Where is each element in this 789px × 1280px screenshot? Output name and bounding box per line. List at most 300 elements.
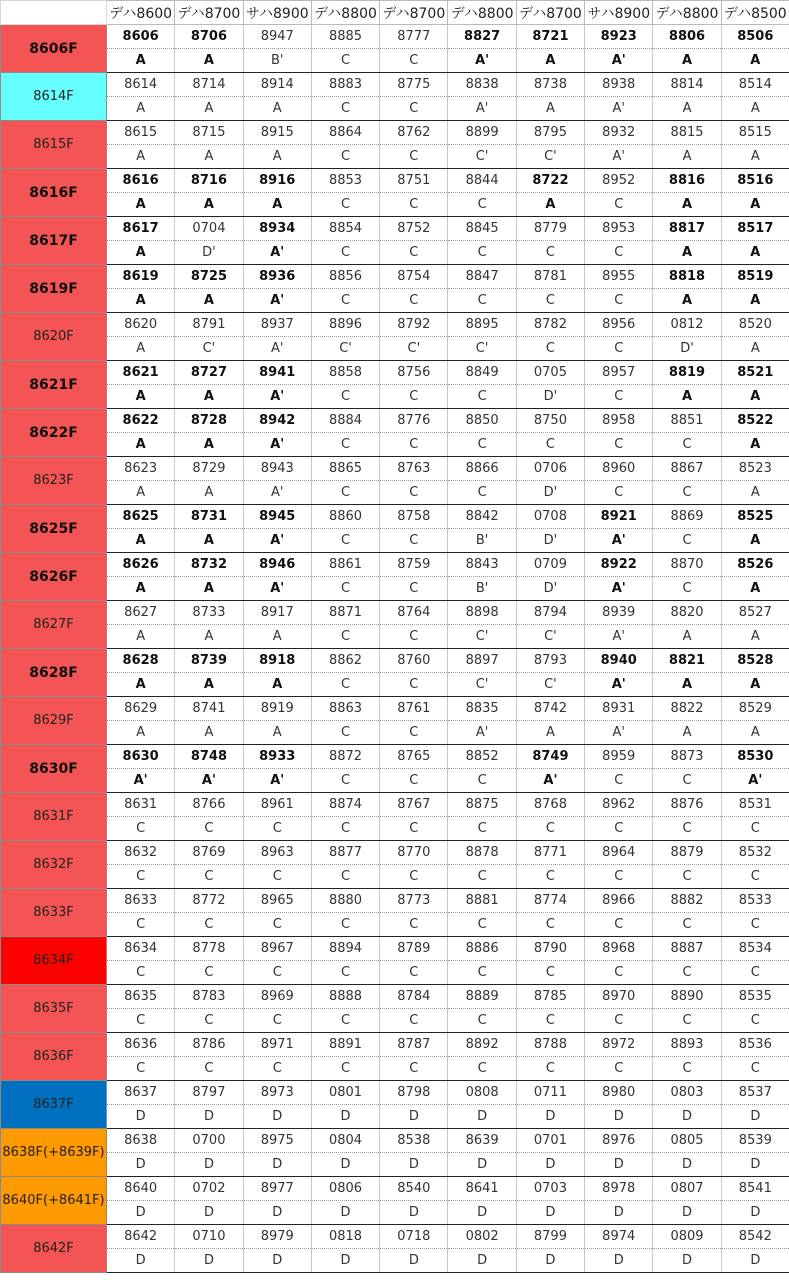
car-number: 8891 [311,1033,379,1057]
car-class: B' [448,529,516,553]
car-number: 8537 [721,1081,789,1105]
car-number: 8790 [516,937,584,961]
car-number: 8532 [721,841,789,865]
table-row-numbers [1,169,789,193]
car-class: C [311,97,379,121]
car-class: A [721,49,789,73]
car-class: C' [311,337,379,361]
table-row-classes [1,481,789,505]
car-number: 0806 [311,1177,379,1201]
car-number: 8873 [653,745,721,769]
car-class: D [585,1105,653,1129]
car-class: C' [448,337,516,361]
car-number: 8617 [107,217,175,241]
car-class: A [516,97,584,121]
formation-name: 8614F [1,73,107,121]
car-number: 8976 [585,1129,653,1153]
car-number: 8760 [380,649,448,673]
car-number: 8865 [311,457,379,481]
car-class: A' [585,577,653,601]
car-number: 8842 [448,505,516,529]
car-class: A [721,337,789,361]
car-number: 8637 [107,1081,175,1105]
car-number: 8897 [448,649,516,673]
car-number: 8883 [311,73,379,97]
car-class: A' [243,481,311,505]
car-number: 8542 [721,1225,789,1249]
car-number: 8793 [516,649,584,673]
car-class: A [107,529,175,553]
car-number: 0801 [311,1081,379,1105]
table-row-classes [1,97,789,121]
formation-name: 8626F [1,553,107,601]
car-number: 8636 [107,1033,175,1057]
table-row-classes [1,769,789,793]
car-number: 8964 [585,841,653,865]
car-number: 8847 [448,265,516,289]
car-class: A [653,145,721,169]
car-class: C [721,1009,789,1033]
car-class: A [653,97,721,121]
car-class: C [311,961,379,985]
car-number: 8858 [311,361,379,385]
table-row-classes [1,1009,789,1033]
car-number: 8863 [311,697,379,721]
car-class: C [448,289,516,313]
car-class: A [175,529,243,553]
car-class: D' [516,481,584,505]
car-number: 8635 [107,985,175,1009]
car-number: 0702 [175,1177,243,1201]
header-car-type: デハ8700 [175,1,243,25]
car-class: C [653,577,721,601]
formation-name: 8631F [1,793,107,841]
car-class: C [721,865,789,889]
car-class: C [516,865,584,889]
car-class: C [311,865,379,889]
car-number: 8529 [721,697,789,721]
car-class: A [107,289,175,313]
car-number: 8827 [448,25,516,49]
formation-name: 8620F [1,313,107,361]
header-car-type: デハ8500 [721,1,789,25]
car-class: C [380,1009,448,1033]
table-row-classes [1,193,789,217]
car-number: 8917 [243,601,311,625]
table-row-numbers [1,217,789,241]
car-number: 8799 [516,1225,584,1249]
header-car-type: デハ8700 [516,1,584,25]
car-class: D [721,1153,789,1177]
car-number: 8606 [107,25,175,49]
car-class: C [107,817,175,841]
car-class: A' [448,49,516,73]
formation-name: 8635F [1,985,107,1033]
car-number: 8871 [311,601,379,625]
header-car-type: デハ8800 [311,1,379,25]
car-number: 8814 [653,73,721,97]
car-class: D [311,1105,379,1129]
car-class: C [107,1009,175,1033]
car-class: A [175,481,243,505]
car-number: 8919 [243,697,311,721]
car-number: 8520 [721,313,789,337]
formation-name: 8636F [1,1033,107,1081]
formation-name: 8621F [1,361,107,409]
car-number: 8961 [243,793,311,817]
car-number: 8748 [175,745,243,769]
car-number: 8733 [175,601,243,625]
car-number: 8820 [653,601,721,625]
car-number: 8977 [243,1177,311,1201]
car-number: 8761 [380,697,448,721]
car-number: 8706 [175,25,243,49]
car-number: 8517 [721,217,789,241]
car-number: 8729 [175,457,243,481]
car-class: A [107,433,175,457]
car-number: 8715 [175,121,243,145]
header-car-type: サハ8900 [585,1,653,25]
car-number: 8874 [311,793,379,817]
car-number: 8979 [243,1225,311,1249]
car-class: C [311,577,379,601]
car-number: 8822 [653,697,721,721]
car-class: C [448,1009,516,1033]
header-row [1,1,789,25]
car-class: A [653,721,721,745]
car-number: 8714 [175,73,243,97]
car-class: C [311,241,379,265]
car-number: 8886 [448,937,516,961]
car-number: 8953 [585,217,653,241]
car-number: 8895 [448,313,516,337]
car-class: A [721,433,789,457]
car-number: 8771 [516,841,584,865]
car-class: C [311,433,379,457]
car-class: D [311,1153,379,1177]
car-class: D [175,1249,243,1273]
car-class: D [516,1249,584,1273]
car-class: D [516,1201,584,1225]
car-class: A [107,241,175,265]
car-number: 8791 [175,313,243,337]
car-class: A' [243,433,311,457]
car-class: D [585,1201,653,1225]
car-class: C [175,961,243,985]
car-number: 8941 [243,361,311,385]
car-class: C [380,49,448,73]
car-number: 0708 [516,505,584,529]
car-number: 8778 [175,937,243,961]
formation-name: 8637F [1,1081,107,1129]
car-number: 8969 [243,985,311,1009]
car-number: 8767 [380,793,448,817]
car-number: 0701 [516,1129,584,1153]
car-number: 8628 [107,649,175,673]
car-number: 8914 [243,73,311,97]
car-number: 8752 [380,217,448,241]
car-class: A [721,289,789,313]
car-number: 8616 [107,169,175,193]
car-class: C [516,1009,584,1033]
car-class: D [380,1153,448,1177]
car-class: C [175,1009,243,1033]
car-class: A' [448,721,516,745]
car-class: C [311,289,379,313]
car-number: 8963 [243,841,311,865]
car-number: 8770 [380,841,448,865]
car-number: 8621 [107,361,175,385]
car-class: C [380,913,448,937]
car-number: 8754 [380,265,448,289]
car-number: 8956 [585,313,653,337]
car-class: D [243,1105,311,1129]
formation-name: 8638F(+8639F) [1,1129,107,1177]
car-number: 8523 [721,457,789,481]
car-class: C [585,241,653,265]
car-class: C [585,433,653,457]
table-row-classes [1,385,789,409]
car-number: 8642 [107,1225,175,1249]
table-row-numbers [1,457,789,481]
table-body [1,25,789,1273]
car-number: 0703 [516,1177,584,1201]
car-class: C [380,193,448,217]
formation-name: 8627F [1,601,107,649]
car-number: 0803 [653,1081,721,1105]
car-number: 8775 [380,73,448,97]
car-class: A' [721,769,789,793]
formation-name: 8640F(+8641F) [1,1177,107,1225]
car-number: 8973 [243,1081,311,1105]
car-class: C [448,961,516,985]
car-number: 0718 [380,1225,448,1249]
car-number: 8943 [243,457,311,481]
formation-name: 8623F [1,457,107,505]
car-number: 0804 [311,1129,379,1153]
car-class: C [380,97,448,121]
car-class: C [448,865,516,889]
car-number: 8639 [448,1129,516,1153]
car-number: 8626 [107,553,175,577]
car-class: C [516,337,584,361]
car-number: 8923 [585,25,653,49]
car-number: 8758 [380,505,448,529]
car-number: 8741 [175,697,243,721]
car-class: C [311,913,379,937]
car-class: C [516,1057,584,1081]
car-number: 8539 [721,1129,789,1153]
car-class: C [311,625,379,649]
car-number: 8728 [175,409,243,433]
car-number: 8872 [311,745,379,769]
car-number: 8946 [243,553,311,577]
car-class: C [311,193,379,217]
car-number: 8765 [380,745,448,769]
car-class: C [585,1009,653,1033]
formation-name: 8625F [1,505,107,553]
car-class: C [380,625,448,649]
car-class: C [516,913,584,937]
car-class: D [380,1249,448,1273]
car-class: A [175,385,243,409]
car-class: D [653,1153,721,1177]
car-number: 8835 [448,697,516,721]
table-row-classes [1,865,789,889]
car-class: C [585,1057,653,1081]
car-class: C [448,385,516,409]
formation-name: 8634F [1,937,107,985]
car-number: 8527 [721,601,789,625]
table-row-classes [1,49,789,73]
car-number: 8779 [516,217,584,241]
table-row-numbers [1,361,789,385]
car-class: C [243,817,311,841]
car-class: A [721,577,789,601]
car-class: C [585,193,653,217]
car-number: 8955 [585,265,653,289]
car-class: D [653,1105,721,1129]
car-number: 8798 [380,1081,448,1105]
car-class: C [516,961,584,985]
car-number: 8854 [311,217,379,241]
table-row-numbers [1,793,789,817]
car-class: C [311,673,379,697]
header-car-type: サハ8900 [243,1,311,25]
car-class: A [243,721,311,745]
car-number: 8958 [585,409,653,433]
car-class: A [107,145,175,169]
car-number: 8750 [516,409,584,433]
car-number: 8957 [585,361,653,385]
car-class: C [380,577,448,601]
car-number: 8522 [721,409,789,433]
table-row-numbers [1,745,789,769]
car-class: A [721,625,789,649]
car-class: A' [243,385,311,409]
car-class: A [721,529,789,553]
car-number: 8945 [243,505,311,529]
car-number: 8892 [448,1033,516,1057]
car-number: 8794 [516,601,584,625]
header-car-type: デハ8800 [653,1,721,25]
car-class: D' [175,241,243,265]
table-row-numbers [1,937,789,961]
car-class: A' [585,145,653,169]
car-number: 8893 [653,1033,721,1057]
car-class: C [380,817,448,841]
car-class: A [516,49,584,73]
car-number: 0706 [516,457,584,481]
car-number: 8818 [653,265,721,289]
table-row-classes [1,1201,789,1225]
car-class: D [448,1201,516,1225]
car-class: C' [516,145,584,169]
car-number: 8739 [175,649,243,673]
car-number: 8722 [516,169,584,193]
car-class: A [175,97,243,121]
car-number: 8615 [107,121,175,145]
car-class: A [175,49,243,73]
car-number: 8629 [107,697,175,721]
car-number: 8884 [311,409,379,433]
car-class: D' [516,385,584,409]
car-number: 8978 [585,1177,653,1201]
car-number: 8860 [311,505,379,529]
car-class: C [243,1057,311,1081]
car-class: C [448,817,516,841]
car-class: B' [243,49,311,73]
car-number: 8768 [516,793,584,817]
car-number: 8819 [653,361,721,385]
car-class: D [311,1249,379,1273]
car-number: 8534 [721,937,789,961]
car-number: 0711 [516,1081,584,1105]
car-class: C' [175,337,243,361]
car-number: 0705 [516,361,584,385]
car-class: C [585,961,653,985]
car-number: 8738 [516,73,584,97]
car-class: A [243,97,311,121]
car-class: A' [175,769,243,793]
car-class: C [585,289,653,313]
car-class: D [380,1201,448,1225]
car-class: D [721,1249,789,1273]
car-class: C [175,1057,243,1081]
car-number: 8774 [516,889,584,913]
car-class: C [311,1009,379,1033]
car-class: D [653,1249,721,1273]
car-class: C [380,721,448,745]
formation-name: 8633F [1,889,107,937]
formation-name: 8622F [1,409,107,457]
car-class: D [243,1153,311,1177]
table-row-numbers [1,601,789,625]
car-number: 8866 [448,457,516,481]
car-number: 8631 [107,793,175,817]
car-number: 0805 [653,1129,721,1153]
car-class: C [585,865,653,889]
car-number: 8789 [380,937,448,961]
car-number: 8769 [175,841,243,865]
car-class: A [516,721,584,745]
formation-name: 8628F [1,649,107,697]
car-number: 8889 [448,985,516,1009]
car-class: A [653,49,721,73]
car-class: C [380,961,448,985]
car-number: 8506 [721,25,789,49]
car-class: A' [243,769,311,793]
car-number: 8894 [311,937,379,961]
car-number: 8772 [175,889,243,913]
table-row-numbers [1,1081,789,1105]
car-number: 8843 [448,553,516,577]
car-class: A' [585,721,653,745]
car-number: 8795 [516,121,584,145]
car-number: 8879 [653,841,721,865]
car-number: 8862 [311,649,379,673]
car-class: C [380,241,448,265]
car-number: 8756 [380,361,448,385]
car-number: 8721 [516,25,584,49]
table-row-numbers [1,553,789,577]
car-class: C [653,769,721,793]
car-class: A [107,97,175,121]
table-row-classes [1,1105,789,1129]
car-class: C [380,433,448,457]
car-class: C [721,1057,789,1081]
car-number: 8952 [585,169,653,193]
